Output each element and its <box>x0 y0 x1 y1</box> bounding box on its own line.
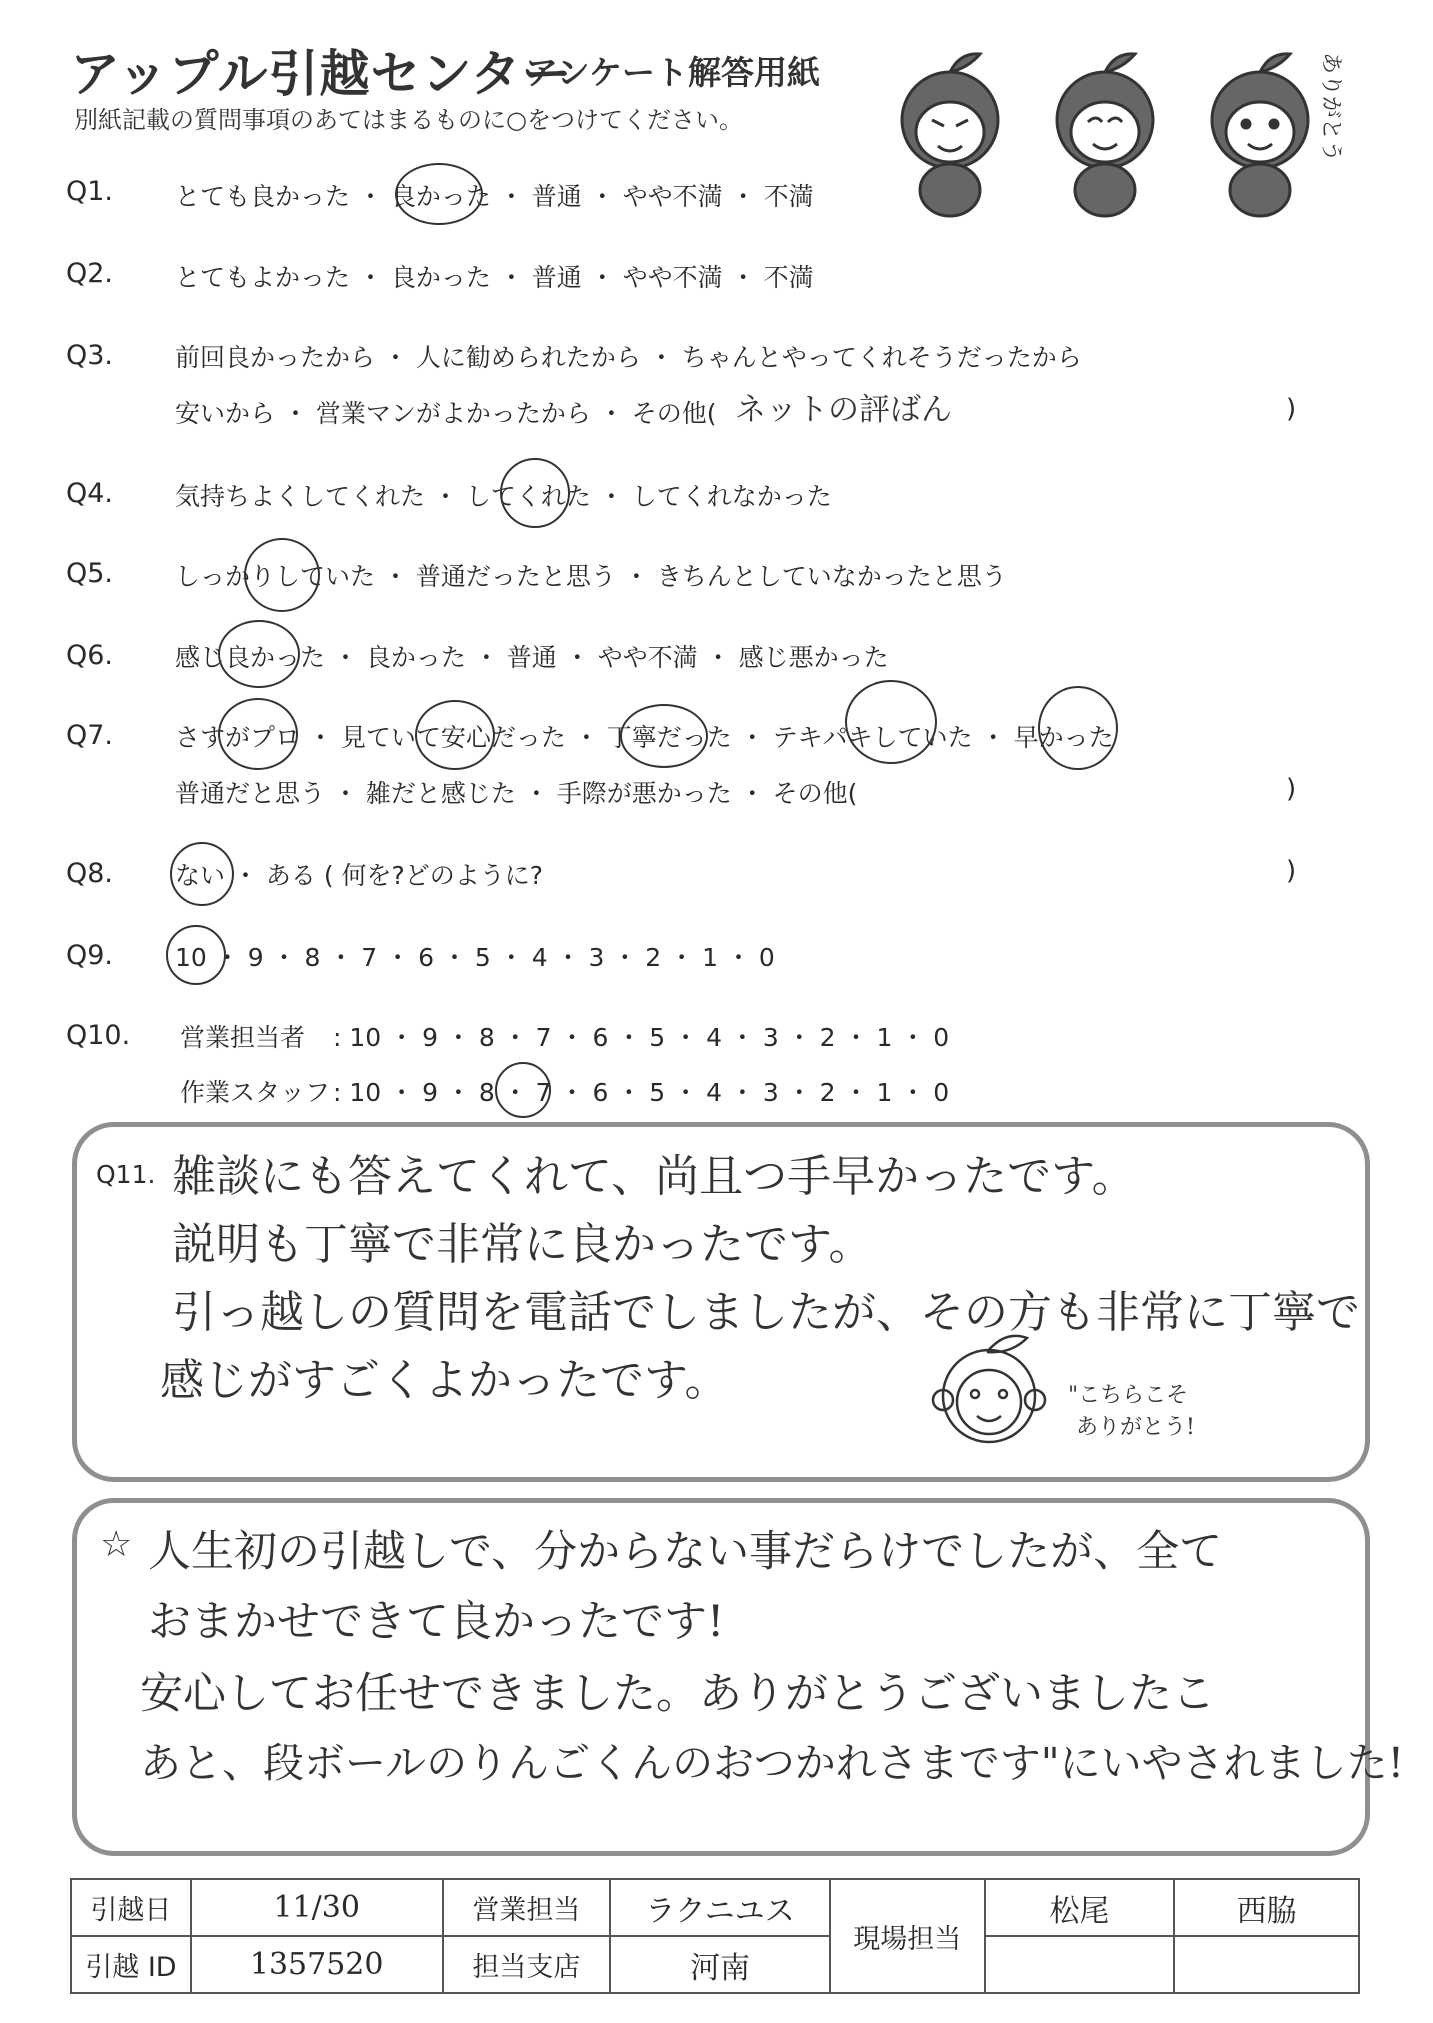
q10-sales-label: 営業担当者 <box>180 1023 306 1052</box>
move-id-value: 1357520 <box>191 1936 443 1993</box>
branch-value: 河南 <box>610 1936 830 1993</box>
q5-answer-circle <box>244 538 320 612</box>
q7-answer-circle-hayakatta <box>1038 686 1118 770</box>
site-staff-empty-1 <box>985 1936 1175 1993</box>
q1-options: とても良かった ・ 良かった ・ 普通 ・ やや不満 ・ 不満 <box>175 182 814 211</box>
q9-label: Q9. <box>66 940 114 971</box>
q1-answer-circle <box>395 163 483 225</box>
q8-close-paren: ) <box>1286 856 1297 886</box>
sales-rep-label: 営業担当 <box>443 1879 611 1936</box>
q11-reply-line-1: "こちらこそ <box>1068 1383 1189 1408</box>
q8-label: Q8. <box>66 858 114 889</box>
form-subtitle: アンケート解答用紙 <box>525 53 821 92</box>
q3-close-paren: ) <box>1286 394 1297 424</box>
q7-options-line2: 普通だと思う ・ 雑だと感じた ・ 手際が悪かった ・ その他( <box>175 779 858 808</box>
q10-sales-scale: : 10 ・ 9 ・ 8 ・ 7 ・ 6 ・ 5 ・ 4 ・ 3 ・ 2 ・ 1 ・ 0 <box>333 1023 950 1052</box>
q7-answer-circle-anshin <box>415 700 495 770</box>
q4-options: 気持ちよくしてくれた ・ してくれた ・ してくれなかった <box>175 482 832 511</box>
q10-staff-label: 作業スタッフ <box>180 1078 331 1107</box>
q10-staff-scale: : 10 ・ 9 ・ 8 ・ 7 ・ 6 ・ 5 ・ 4 ・ 3 ・ 2 ・ 1 ・ 0 <box>333 1078 950 1107</box>
q5-label: Q5. <box>66 558 114 589</box>
q3-options-line2: 安いから ・ 営業マンがよかったから ・ その他( <box>175 399 717 428</box>
form-title: アップル引越センター <box>70 45 573 103</box>
q8-options: ない ・ ある ( 何を?どのように? <box>175 861 544 890</box>
mascot-illustration <box>880 40 1343 220</box>
q7-answer-circle-pro <box>218 698 298 770</box>
q11-label: Q11. <box>96 1160 156 1189</box>
q2-label: Q2. <box>66 258 114 289</box>
site-staff-1: 松尾 <box>985 1879 1175 1936</box>
q7-label: Q7. <box>66 720 114 751</box>
branch-label: 担当支店 <box>443 1936 611 1993</box>
sales-rep-value: ラクニユス <box>610 1879 830 1936</box>
q10-staff-answer-circle <box>495 1062 551 1118</box>
move-date-value: 11/30 <box>191 1879 443 1936</box>
q9-answer-circle <box>166 925 226 985</box>
q6-answer-circle <box>218 620 300 688</box>
q6-label: Q6. <box>66 640 114 671</box>
q2-options: とてもよかった ・ 良かった ・ 普通 ・ やや不満 ・ 不満 <box>175 263 814 292</box>
q1-label: Q1. <box>66 176 114 207</box>
move-date-label: 引越日 <box>71 1879 191 1936</box>
instructions: 別紙記載の質問事項のあてはまるものに○をつけてください。 <box>74 106 743 134</box>
q3-label: Q3. <box>66 340 114 371</box>
q7-close-paren: ) <box>1286 774 1297 804</box>
q5-options: しっかりしていた ・ 普通だったと思う ・ きちんとしていなかったと思う <box>175 562 1007 591</box>
q6-options: 感じ良かった ・ 良かった ・ 普通 ・ やや不満 ・ 感じ悪かった <box>175 643 889 672</box>
q11-line-2: 説明も丁寧で非常に良かったです。 <box>172 1219 873 1270</box>
q4-answer-circle <box>500 458 570 528</box>
q8-answer-circle <box>170 842 234 906</box>
comment-line-4: あと、段ボールのりんごくんのおつかれさまです"にいやされました! <box>140 1739 1405 1787</box>
move-info-table <box>70 1878 1360 1994</box>
comment-line-1: 人生初の引越しで、分からない事だらけでしたが、全て <box>148 1527 1223 1577</box>
q11-reply-line-2: ありがとう! <box>1076 1415 1195 1440</box>
mascot-thanks-text: ありがとう <box>1318 52 1343 163</box>
site-staff-2: 西脇 <box>1174 1879 1359 1936</box>
comment-line-3: 安心してお任せできました。ありがとうございましたこ <box>140 1669 1215 1719</box>
q11-line-4: 感じがすごくよかったです。 <box>160 1355 729 1406</box>
move-id-label: 引越 ID <box>71 1936 191 1993</box>
q10-label: Q10. <box>66 1020 131 1051</box>
q7-answer-circle-teinei <box>620 704 708 768</box>
site-staff-empty-2 <box>1174 1936 1359 1993</box>
site-staff-label: 現場担当 <box>830 1879 985 1993</box>
q7-options-line1: さすがプロ ・ 見ていて安心だった ・ 丁寧だった ・ テキパキしていた ・ 早かった <box>175 723 1114 752</box>
comment-star: ☆ <box>100 1524 133 1565</box>
q11-line-3: 引っ越しの質問を電話でしましたが、その方も非常に丁寧で <box>172 1287 1360 1338</box>
q3-other-answer: ネットの評ばん <box>735 392 952 428</box>
comment-line-2: おまかせできて良かったです! <box>148 1597 725 1647</box>
mascot-doodle <box>925 1330 1055 1450</box>
q7-answer-circle-tekipaki <box>845 680 937 764</box>
q9-options: 10 ・ 9 ・ 8 ・ 7 ・ 6 ・ 5 ・ 4 ・ 3 ・ 2 ・ 1 ・ 0 <box>175 943 775 972</box>
q3-options-line1: 前回良かったから ・ 人に勧められたから ・ ちゃんとやってくれそうだったから <box>175 343 1082 372</box>
q4-label: Q4. <box>66 478 114 509</box>
q11-line-1: 雑談にも答えてくれて、尚且つ手早かったです。 <box>172 1151 1136 1202</box>
